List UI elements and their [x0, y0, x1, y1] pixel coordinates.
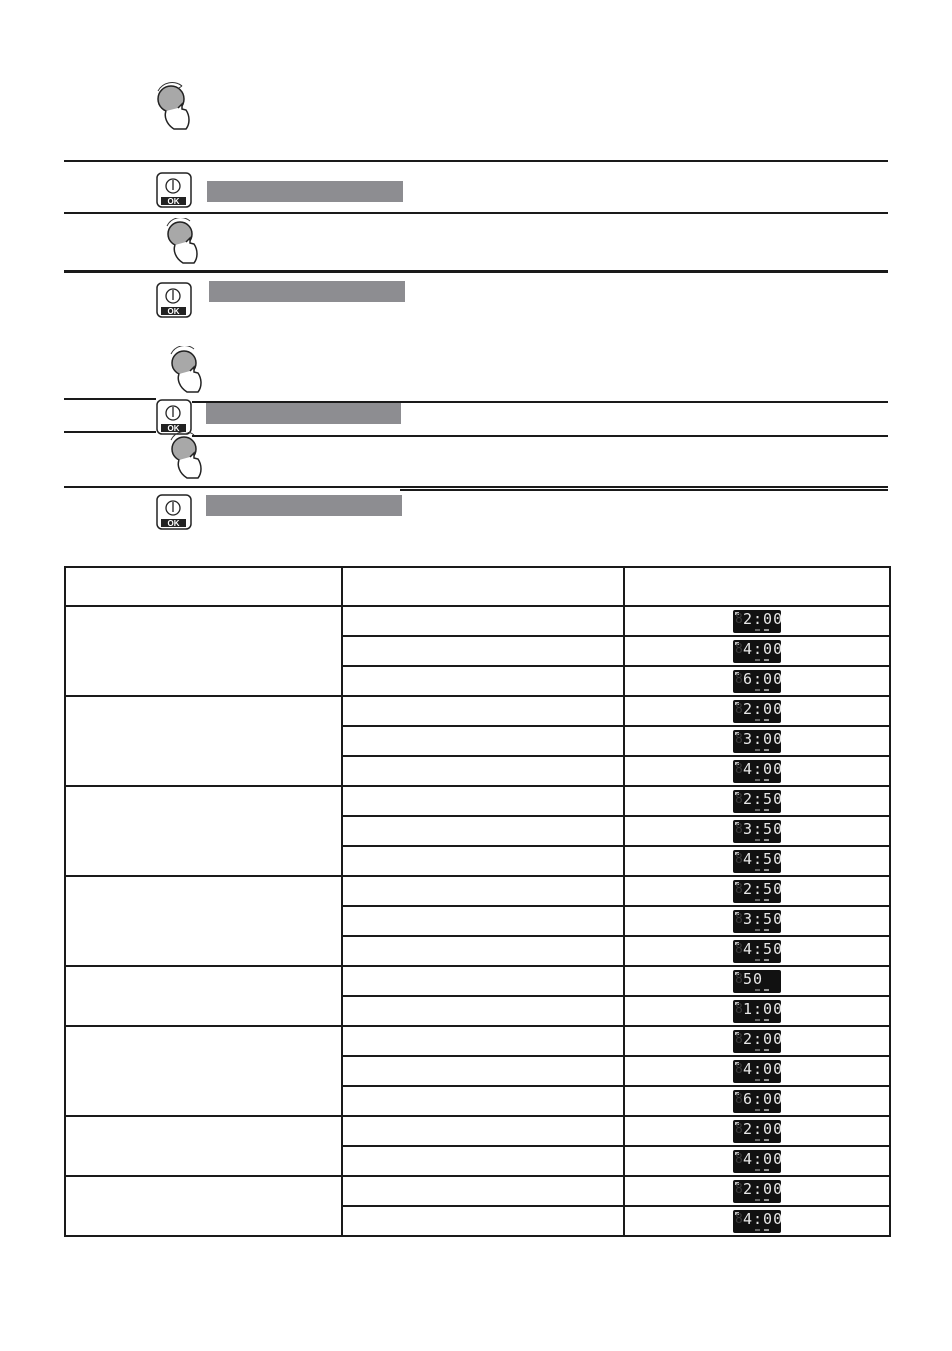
display-indicator-icon: [764, 1109, 769, 1111]
group-label: [65, 966, 342, 1026]
display-indicator-icon: [764, 869, 769, 871]
group-label: [65, 786, 342, 876]
lcd-display: [733, 789, 784, 813]
option-cell: [342, 1026, 624, 1056]
lcd-display: [733, 819, 784, 843]
option-cell: [342, 1206, 624, 1236]
display-cell: [624, 816, 890, 846]
table-row: [65, 876, 890, 906]
display-value: 2:00: [743, 1029, 784, 1048]
step-label-bar: [209, 281, 405, 302]
lcd-display: [733, 1149, 784, 1173]
table-row: [65, 1026, 890, 1056]
display-indicator-icon: [755, 719, 760, 721]
option-cell: [342, 606, 624, 636]
step-label-bar: [206, 403, 401, 424]
display-indicator-icon: [755, 1079, 760, 1081]
ok-label: OK: [167, 519, 180, 528]
program-table: [64, 566, 891, 1237]
lcd-display: [733, 970, 781, 993]
lcd-display: [733, 1089, 784, 1113]
unlit-digit: 8: [735, 1001, 743, 1017]
display-value: 2:00: [743, 1119, 784, 1138]
display-value: 3:50: [743, 909, 784, 928]
divider: [400, 489, 888, 491]
display-indicator-icon: [764, 659, 769, 661]
display-indicator-icon: [755, 809, 760, 811]
display-cell: [624, 666, 890, 696]
display-indicator-icon: [755, 1019, 760, 1021]
table-body: [65, 606, 890, 1236]
ok-label: OK: [167, 307, 180, 316]
lcd-display: [733, 729, 784, 753]
display-value: 4:50: [743, 849, 784, 868]
display-cell: [624, 786, 890, 816]
group-label: [65, 1176, 342, 1236]
display-indicator-icon: [764, 959, 769, 961]
table-row: [65, 966, 890, 996]
column-header: [342, 567, 624, 606]
display-value: 4:00: [743, 1059, 784, 1078]
divider: [64, 212, 888, 214]
display-indicator-icon: [755, 779, 760, 781]
divider: [64, 270, 888, 273]
option-cell: [342, 996, 624, 1026]
unlit-digit: 8: [735, 791, 743, 807]
ok-button-icon: [156, 172, 192, 208]
display-indicator-icon: [755, 1049, 760, 1051]
display-indicator-icon: [755, 1229, 760, 1231]
group-label: [65, 876, 342, 966]
display-indicator-icon: [755, 689, 760, 691]
lcd-display: [733, 1029, 784, 1053]
display-indicator-icon: [755, 1109, 760, 1111]
display-value: 3:50: [743, 819, 784, 838]
display-indicator-icon: [764, 899, 769, 901]
display-indicator-icon: [755, 659, 760, 661]
unlit-digit: 8: [735, 971, 743, 987]
display-value: 6:00: [743, 669, 784, 688]
display-value: 4:00: [743, 759, 784, 778]
display-cell: [624, 1086, 890, 1116]
lcd-display: [733, 939, 784, 963]
display-indicator-icon: [755, 899, 760, 901]
option-cell: [342, 1146, 624, 1176]
display-indicator-icon: [764, 1139, 769, 1141]
knob-turn-icon: [166, 346, 208, 396]
display-cell: [624, 846, 890, 876]
ok-label: OK: [167, 197, 180, 206]
option-cell: [342, 1116, 624, 1146]
option-cell: [342, 786, 624, 816]
display-value: 4:00: [743, 1149, 784, 1168]
lcd-display: [733, 1209, 784, 1233]
unlit-digit: 8: [735, 671, 743, 687]
unlit-digit: 8: [735, 641, 743, 657]
knob-turn-icon: [162, 218, 204, 266]
step-label-bar: [207, 181, 403, 202]
knob-turn-icon: [166, 432, 208, 482]
group-label: [65, 606, 342, 696]
display-cell: [624, 636, 890, 666]
display-indicator-icon: [764, 1169, 769, 1171]
option-cell: [342, 756, 624, 786]
option-cell: [342, 936, 624, 966]
option-cell: [342, 966, 624, 996]
option-cell: [342, 1056, 624, 1086]
group-label: [65, 1026, 342, 1116]
divider: [64, 431, 156, 433]
display-indicator-icon: [755, 1199, 760, 1201]
unlit-digit: 8: [735, 911, 743, 927]
display-indicator-icon: [764, 929, 769, 931]
option-cell: [342, 696, 624, 726]
option-cell: [342, 726, 624, 756]
ok-button-icon: [156, 282, 192, 318]
option-cell: [342, 846, 624, 876]
display-indicator-icon: [764, 779, 769, 781]
display-indicator-icon: [755, 1139, 760, 1141]
display-cell: [624, 1026, 890, 1056]
display-value: 1:00: [743, 999, 784, 1018]
display-indicator-icon: [764, 1019, 769, 1021]
display-cell: [624, 876, 890, 906]
divider: [64, 160, 888, 162]
option-cell: [342, 876, 624, 906]
display-value: 4:50: [743, 939, 784, 958]
display-indicator-icon: [755, 1169, 760, 1171]
display-value: 2:00: [743, 699, 784, 718]
display-cell: [624, 606, 890, 636]
display-indicator-icon: [764, 1079, 769, 1081]
display-cell: [624, 696, 890, 726]
unlit-digit: 8: [735, 1151, 743, 1167]
display-cell: [624, 936, 890, 966]
display-cell: [624, 1146, 890, 1176]
table-row: [65, 786, 890, 816]
unlit-digit: 8: [735, 941, 743, 957]
display-value: 2:00: [743, 609, 784, 628]
display-indicator-icon: [755, 869, 760, 871]
table-row: [65, 606, 890, 636]
display-indicator-icon: [764, 1049, 769, 1051]
option-cell: [342, 1176, 624, 1206]
unlit-digit: 8: [735, 1181, 743, 1197]
display-value: 4:00: [743, 1209, 784, 1228]
unlit-digit: 8: [735, 851, 743, 867]
unlit-digit: 8: [735, 701, 743, 717]
display-indicator-icon: [764, 749, 769, 751]
display-indicator-icon: [755, 749, 760, 751]
display-indicator-icon: [764, 839, 769, 841]
unlit-digit: 8: [735, 1121, 743, 1137]
option-cell: [342, 666, 624, 696]
divider: [64, 486, 888, 488]
display-cell: [624, 1176, 890, 1206]
display-cell: [624, 906, 890, 936]
column-header: [65, 567, 342, 606]
display-indicator-icon: [755, 839, 760, 841]
display-indicator-icon: [764, 689, 769, 691]
display-cell: [624, 966, 890, 996]
ok-button-icon: [156, 399, 192, 435]
group-label: [65, 696, 342, 786]
display-indicator-icon: [764, 809, 769, 811]
display-indicator-icon: [755, 989, 760, 991]
display-cell: [624, 756, 890, 786]
divider: [64, 398, 156, 400]
table-row: [65, 1176, 890, 1206]
display-indicator-icon: [755, 959, 760, 961]
lcd-display: [733, 699, 784, 723]
display-indicator-icon: [764, 629, 769, 631]
display-indicator-icon: [764, 989, 769, 991]
knob-turn-icon: [152, 82, 196, 132]
lcd-display: [733, 1179, 784, 1203]
lcd-display: [733, 999, 784, 1023]
ok-label: OK: [167, 424, 180, 433]
lcd-display: [733, 639, 784, 663]
unlit-digit: 8: [735, 821, 743, 837]
lcd-display: [733, 1119, 784, 1143]
lcd-display: [733, 1059, 784, 1083]
display-cell: [624, 1206, 890, 1236]
lcd-display: [733, 669, 784, 693]
lcd-display: [733, 849, 784, 873]
display-value: 2:00: [743, 1179, 784, 1198]
unlit-digit: 8: [735, 1211, 743, 1227]
unlit-digit: 8: [735, 1061, 743, 1077]
display-indicator-icon: [764, 1229, 769, 1231]
unlit-digit: 8: [735, 881, 743, 897]
table-row: [65, 696, 890, 726]
table-row: [65, 1116, 890, 1146]
display-indicator-icon: [755, 629, 760, 631]
display-cell: [624, 726, 890, 756]
lcd-display: [733, 609, 784, 633]
group-label: [65, 1116, 342, 1176]
option-cell: [342, 906, 624, 936]
display-value: 4:00: [743, 639, 784, 658]
option-cell: [342, 816, 624, 846]
unlit-digit: 8: [735, 761, 743, 777]
lcd-display: [733, 879, 784, 903]
unlit-digit: 8: [735, 731, 743, 747]
ok-button-icon: [156, 494, 192, 530]
table-header-row: [65, 567, 890, 606]
divider: [192, 435, 888, 437]
display-value: 2:50: [743, 879, 784, 898]
display-indicator-icon: [755, 929, 760, 931]
display-value: 50: [743, 969, 764, 988]
column-header: [624, 567, 890, 606]
option-cell: [342, 1086, 624, 1116]
display-value: 3:00: [743, 729, 784, 748]
display-value: 6:00: [743, 1089, 784, 1108]
display-cell: [624, 1056, 890, 1086]
lcd-display: [733, 909, 784, 933]
display-cell: [624, 996, 890, 1026]
unlit-digit: 8: [735, 611, 743, 627]
step-label-bar: [206, 495, 402, 516]
unlit-digit: 8: [735, 1091, 743, 1107]
display-value: 2:50: [743, 789, 784, 808]
lcd-display: [733, 759, 784, 783]
display-indicator-icon: [764, 719, 769, 721]
option-cell: [342, 636, 624, 666]
unlit-digit: 8: [735, 1031, 743, 1047]
display-indicator-icon: [764, 1199, 769, 1201]
display-cell: [624, 1116, 890, 1146]
